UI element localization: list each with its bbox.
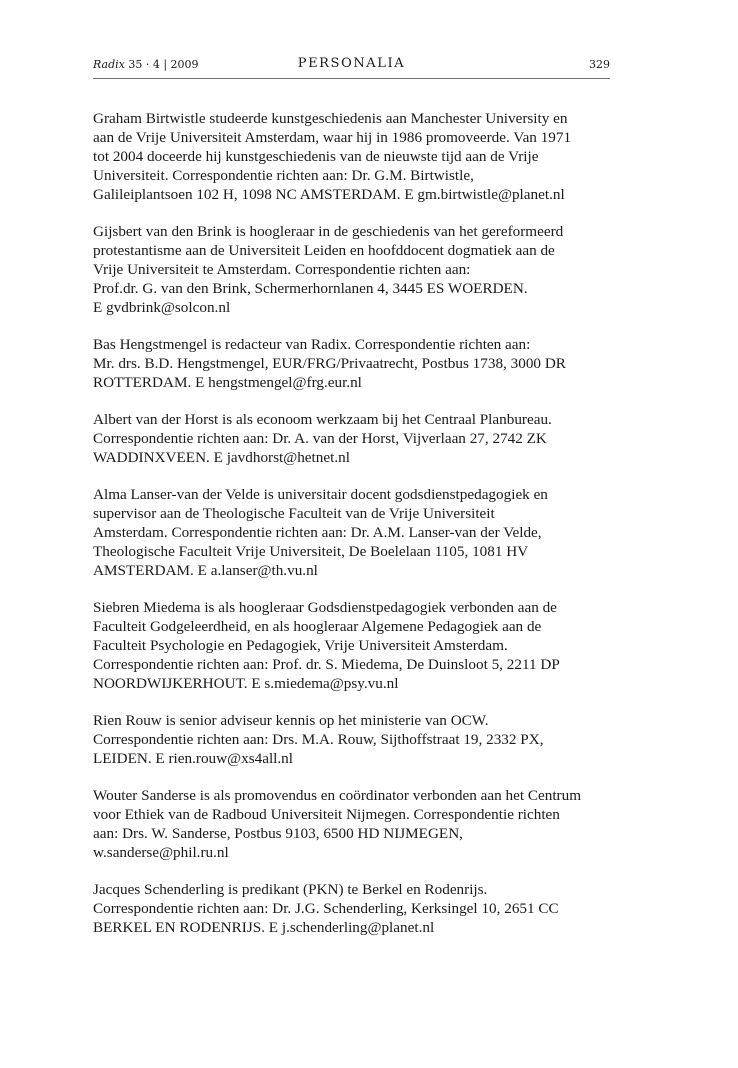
entry-line: Amsterdam. Correspondentie richten aan: Dr. A.M. Lanser-van der Velde, bbox=[93, 524, 542, 541]
entry-line: Universiteit. Correspondentie richten aan: Dr. G.M. Birtwistle, bbox=[93, 167, 474, 184]
entry-line: Rien Rouw is senior adviseur kennis op het ministerie van OCW. bbox=[93, 712, 489, 729]
entry-line: AMSTERDAM. E a.lanser@th.vu.nl bbox=[93, 562, 318, 579]
entry-line: Jacques Schenderling is predikant (PKN) te Berkel en Rodenrijs. bbox=[93, 881, 488, 898]
entry-line: supervisor aan de Theologische Faculteit van de Vrije Universiteit bbox=[93, 505, 495, 522]
entry-line: Graham Birtwistle studeerde kunstgeschiedenis aan Manchester University en bbox=[93, 110, 568, 127]
entry-line: Albert van der Horst is als econoom werkzaam bij het Centraal Planbureau. bbox=[93, 411, 552, 428]
entry-line: NOORDWIJKERHOUT. E s.miedema@psy.vu.nl bbox=[93, 675, 399, 692]
entry-line: BERKEL EN RODENRIJS. E j.schenderling@planet.nl bbox=[93, 919, 435, 936]
entry-line: ROTTERDAM. E hengstmengel@frg.eur.nl bbox=[93, 374, 362, 391]
entry-line: LEIDEN. E rien.rouw@xs4all.nl bbox=[93, 750, 293, 767]
entry-line: Alma Lanser-van der Velde is universitair docent godsdienstpedagogiek en bbox=[93, 486, 548, 503]
entry-line: Vrije Universiteit te Amsterdam. Correspondentie richten aan: bbox=[93, 261, 471, 278]
entry-line: Faculteit Godgeleerdheid, en als hoogleraar Algemene Pedagogiek aan de bbox=[93, 618, 542, 635]
personalia-entry bbox=[93, 335, 613, 392]
entry-line: Prof.dr. G. van den Brink, Schermerhornlanen 4, 3445 ES WOERDEN. bbox=[93, 280, 528, 297]
personalia-entry bbox=[93, 598, 613, 693]
entry-line: Siebren Miedema is als hoogleraar Godsdienstpedagogiek verbonden aan de bbox=[93, 599, 557, 616]
journal-name: Radix bbox=[93, 58, 125, 71]
entry-line: Correspondentie richten aan: Dr. A. van der Horst, Vijverlaan 27, 2742 ZK bbox=[93, 430, 547, 447]
personalia-entry bbox=[93, 222, 613, 317]
entry-line: Correspondentie richten aan: Prof. dr. S. Miedema, De Duinsloot 5, 2211 DP bbox=[93, 656, 560, 673]
personalia-entry bbox=[93, 410, 613, 467]
entry-line: Mr. drs. B.D. Hengstmengel, EUR/FRG/Privaatrecht, Postbus 1738, 3000 DR bbox=[93, 355, 566, 372]
journal-issue: 35 · 4 | 2009 bbox=[128, 58, 199, 71]
personalia-entry bbox=[93, 485, 613, 580]
entry-line: voor Ethiek van de Radboud Universiteit Nijmegen. Correspondentie richten bbox=[93, 806, 560, 823]
entry-line: E gvdbrink@solcon.nl bbox=[93, 299, 231, 316]
running-header bbox=[93, 56, 610, 79]
entry-line: aan de Vrije Universiteit Amsterdam, waar hij in 1986 promoveerde. Van 1971 bbox=[93, 129, 572, 146]
entry-line: protestantisme aan de Universiteit Leiden en hoofddocent dogmatiek aan de bbox=[93, 242, 555, 259]
entry-line: w.sanderse@phil.ru.nl bbox=[93, 844, 229, 861]
entry-line: tot 2004 doceerde hij kunstgeschiedenis van de nieuwste tijd aan de Vrije bbox=[93, 148, 539, 165]
entry-line: aan: Drs. W. Sanderse, Postbus 9103, 6500 HD NIJMEGEN, bbox=[93, 825, 463, 842]
entry-line: Theologische Faculteit Vrije Universiteit, De Boelelaan 1105, 1081 HV bbox=[93, 543, 529, 560]
personalia-entry bbox=[93, 109, 613, 204]
entry-line: Gijsbert van den Brink is hoogleraar in de geschiedenis van het gereformeerd bbox=[93, 223, 564, 240]
entry-line: WADDINXVEEN. E javdhorst@hetnet.nl bbox=[93, 449, 350, 466]
personalia-list bbox=[93, 109, 613, 955]
entry-line: Galileiplantsoen 102 H, 1098 NC AMSTERDAM. E gm.birtwistle@planet.nl bbox=[93, 186, 565, 203]
personalia-entry bbox=[93, 711, 613, 768]
section-title: PERSONALIA bbox=[297, 56, 406, 71]
entry-line: Faculteit Psychologie en Pedagogiek, Vrije Universiteit Amsterdam. bbox=[93, 637, 508, 654]
entry-line: Bas Hengstmengel is redacteur van Radix. Correspondentie richten aan: bbox=[93, 336, 531, 353]
page-number: 329 bbox=[589, 58, 610, 71]
entry-line: Correspondentie richten aan: Dr. J.G. Schenderling, Kerksingel 10, 2651 CC bbox=[93, 900, 559, 917]
personalia-entry bbox=[93, 880, 613, 937]
personalia-entry bbox=[93, 786, 613, 862]
entry-line: Wouter Sanderse is als promovendus en coördinator verbonden aan het Centrum bbox=[93, 787, 582, 804]
entry-line: Correspondentie richten aan: Drs. M.A. Rouw, Sijthoffstraat 19, 2332 PX, bbox=[93, 731, 544, 748]
